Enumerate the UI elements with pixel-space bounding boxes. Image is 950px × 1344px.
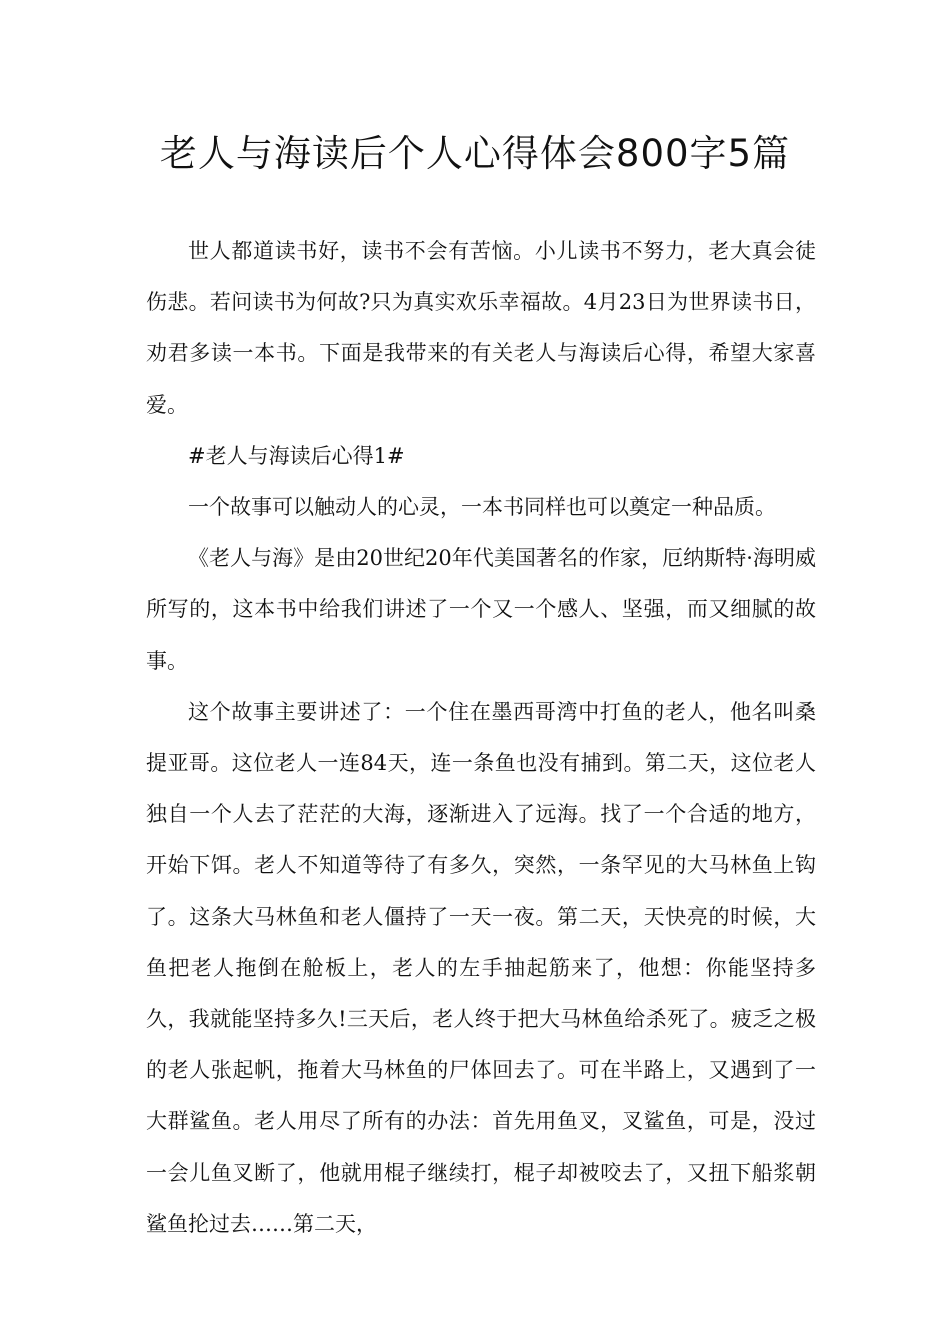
document-body (146, 226, 816, 1250)
document-title: 老人与海读后个人心得体会800字5篇 (159, 132, 791, 175)
paragraph-section-heading: #老人与海读后心得1# (188, 443, 405, 468)
paragraph-opening: 一个故事可以触动人的心灵，一本书同样也可以奠定一种品质。 (188, 495, 776, 520)
paragraph-book-intro: 《老人与海》是由20世纪20年代美国著名的作家，厄纳斯特·海明威所写的，这本书中给我们讲述了一个又一个感人、坚强，而又细腻的故事。 (146, 546, 816, 673)
paragraph-story-summary: 这个故事主要讲述了：一个住在墨西哥湾中打鱼的老人，他名叫桑提亚哥。这位老人一连84天，连一条鱼也没有捕到。第二天，这位老人独自一个人去了茫茫的大海，逐渐进入了远海。找了一个合适的地方，开始下饵。老人不知道等待了有多久，突然，一条罕见的大马林鱼上钩了。这条大马林鱼和老人僵持了一天一夜。第二天，天快亮的时候，大鱼把老人拖倒在舱板上，老人的左手抽起筋来了，他想：你能坚持多久，我就能坚持多久!三天后，老人终于把大马林鱼给杀死了。疲乏之极的老人张起帆，拖着大马林鱼的尸体回去了。可在半路上，又遇到了一大群鲨鱼。老人用尽了所有的办法：首先用鱼叉，叉鲨鱼，可是，没过一会儿鱼叉断了，他就用棍子继续打，棍子却被咬去了，又扭下船浆朝鲨鱼抡过去……第二天， (146, 699, 816, 1236)
paragraph-intro: 世人都道读书好，读书不会有苦恼。小儿读书不努力，老大真会徒伤悲。若问读书为何故?只为真实欢乐幸福故。4月23日为世界读书日，劝君多读一本书。下面是我带来的有关老人与海读后心得，希望大家喜爱。 (146, 239, 816, 417)
